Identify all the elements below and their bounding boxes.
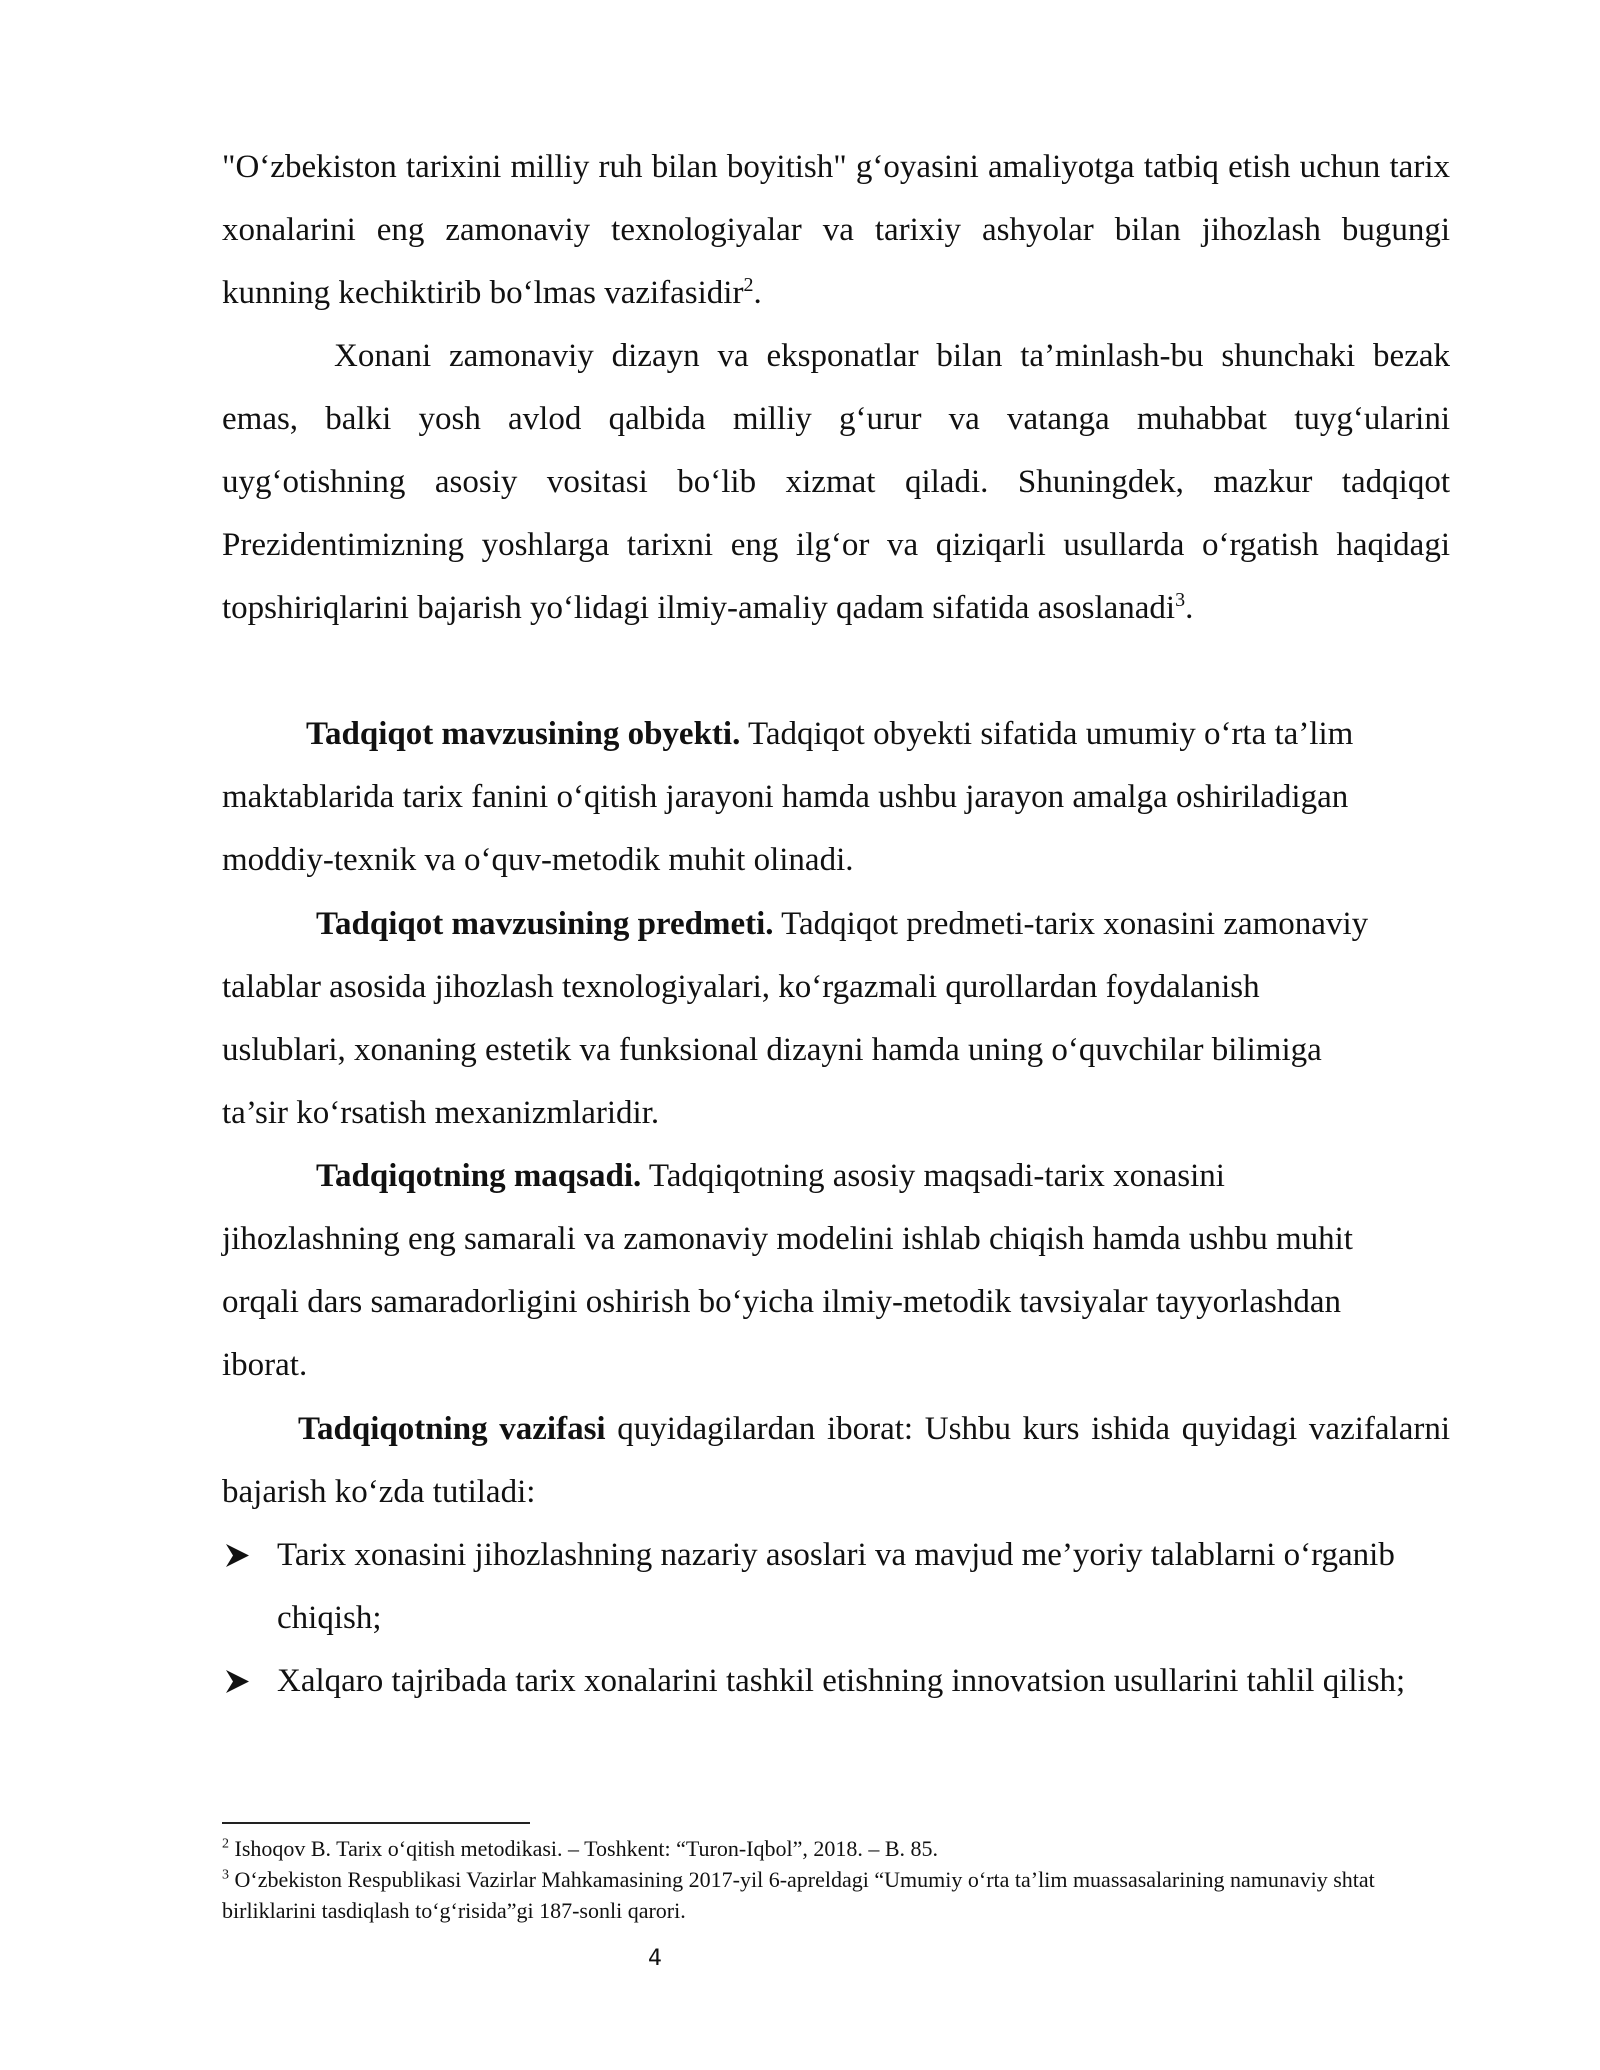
paragraph-intro-end: .: [753, 275, 762, 311]
paragraph-object-text: Tadqiqot obyekti sifatida umumiy o‘rta ta’lim maktablarida tarix fanini o‘qitish jarayoni hamda ushbu jarayon amalga oshiriladigan moddiy-texnik va o‘quv-metodik muhit olinadi.: [222, 716, 1354, 878]
paragraph-object: [222, 703, 1372, 892]
arrow-bullet-icon: [222, 1650, 262, 1713]
paragraph-relevance-end: .: [1185, 590, 1194, 626]
footnote-2: [222, 1833, 1450, 1864]
footnote-ref-2[interactable]: 2: [743, 274, 754, 296]
paragraph-relevance-text: Xonani zamonaviy dizayn va eksponatlar bilan ta’minlash-bu shunchaki bezak emas, balki yosh avlod qalbida milliy g‘urur va vatanga muhabbat tuyg‘ularini uyg‘otishning asosiy vositasi bo‘lib xizmat qiladi. Shuningdek, mazkur tadqiqot Prezidentimizning yoshlarga tarixni eng ilg‘or va qiziqarli usullarda o‘rgatish haqidagi topshiriqlarini bajarish yo‘lidagi ilmiy-amaliy qadam sifatida asoslanadi: [222, 338, 1450, 626]
heading-object: Tadqiqot mavzusining obyekti.: [306, 716, 741, 752]
paragraph-relevance: [222, 325, 1450, 640]
paragraph-intro: [222, 136, 1450, 325]
paragraph-tasks-text: quyidagilardan iborat: Ushbu kurs ishida quyidagi vazifalarni bajarish ko‘zda tutiladi:: [222, 1411, 1450, 1510]
paragraph-tasks: [222, 1398, 1450, 1524]
footnote-mark-2: 2: [222, 1836, 229, 1852]
task-list-item: [222, 1524, 1450, 1650]
footnote-3-text: O‘zbekiston Respublikasi Vazirlar Mahkamasining 2017-yil 6-apreldagi “Umumiy o‘rta ta’lim muassasalarining namunaviy shtat birliklarini tasdiqlash to‘g‘risida”gi 187-sonli qarori.: [222, 1867, 1375, 1923]
page-number: 4: [648, 1946, 662, 1971]
footnote-separator: [222, 1822, 530, 1824]
heading-subject: Tadqiqot mavzusining predmeti.: [316, 906, 774, 942]
footnote-3: [222, 1864, 1450, 1926]
heading-tasks: Tadqiqotning vazifasi: [298, 1411, 606, 1447]
footnote-ref-3[interactable]: 3: [1175, 589, 1186, 611]
task-list-item: [222, 1650, 1450, 1713]
footnote-2-text: Ishoqov B. Tarix o‘qitish metodikasi. – Toshkent: “Turon-Iqbol”, 2018. – B. 85.: [229, 1836, 939, 1861]
task-list-item-text: Tarix xonasini jihozlashning nazariy asoslari va mavjud me’yoriy talablarni o‘rganib chiqish;: [277, 1537, 1395, 1636]
paragraph-subject: [222, 893, 1372, 1145]
arrow-bullet-icon: [222, 1524, 262, 1587]
paragraph-goal-text: Tadqiqotning asosiy maqsadi-tarix xonasini jihozlashning eng samarali va zamonaviy modelini ishlab chiqish hamda ushbu muhit orqali dars samaradorligini oshirish bo‘yicha ilmiy-metodik tavsiyalar tayyorlashdan iborat.: [222, 1158, 1353, 1383]
paragraph-intro-text: "O‘zbekiston tarixini milliy ruh bilan boyitish" g‘oyasini amaliyotga tatbiq etish uchun tarix xonalarini eng zamonaviy texnologiyalar va tarixiy ashyolar bilan jihozlash bugungi kunning kechiktirib bo‘lmas vazifasidir: [222, 149, 1450, 311]
heading-goal: Tadqiqotning maqsadi.: [316, 1158, 642, 1194]
footnote-mark-3: 3: [222, 1867, 229, 1883]
task-list-item-text: Xalqaro tajribada tarix xonalarini tashkil etishning innovatsion usullarini tahlil qilish;: [277, 1663, 1406, 1699]
paragraph-goal: [222, 1145, 1372, 1397]
paragraph-subject-text: Tadqiqot predmeti-tarix xonasini zamonaviy talablar asosida jihozlash texnologiyalari, ko‘rgazmali qurollardan foydalanish uslublari, xonaning estetik va funksional dizayni hamda uning o‘quvchilar bilimiga ta’sir ko‘rsatish mexanizmlaridir.: [222, 906, 1369, 1131]
